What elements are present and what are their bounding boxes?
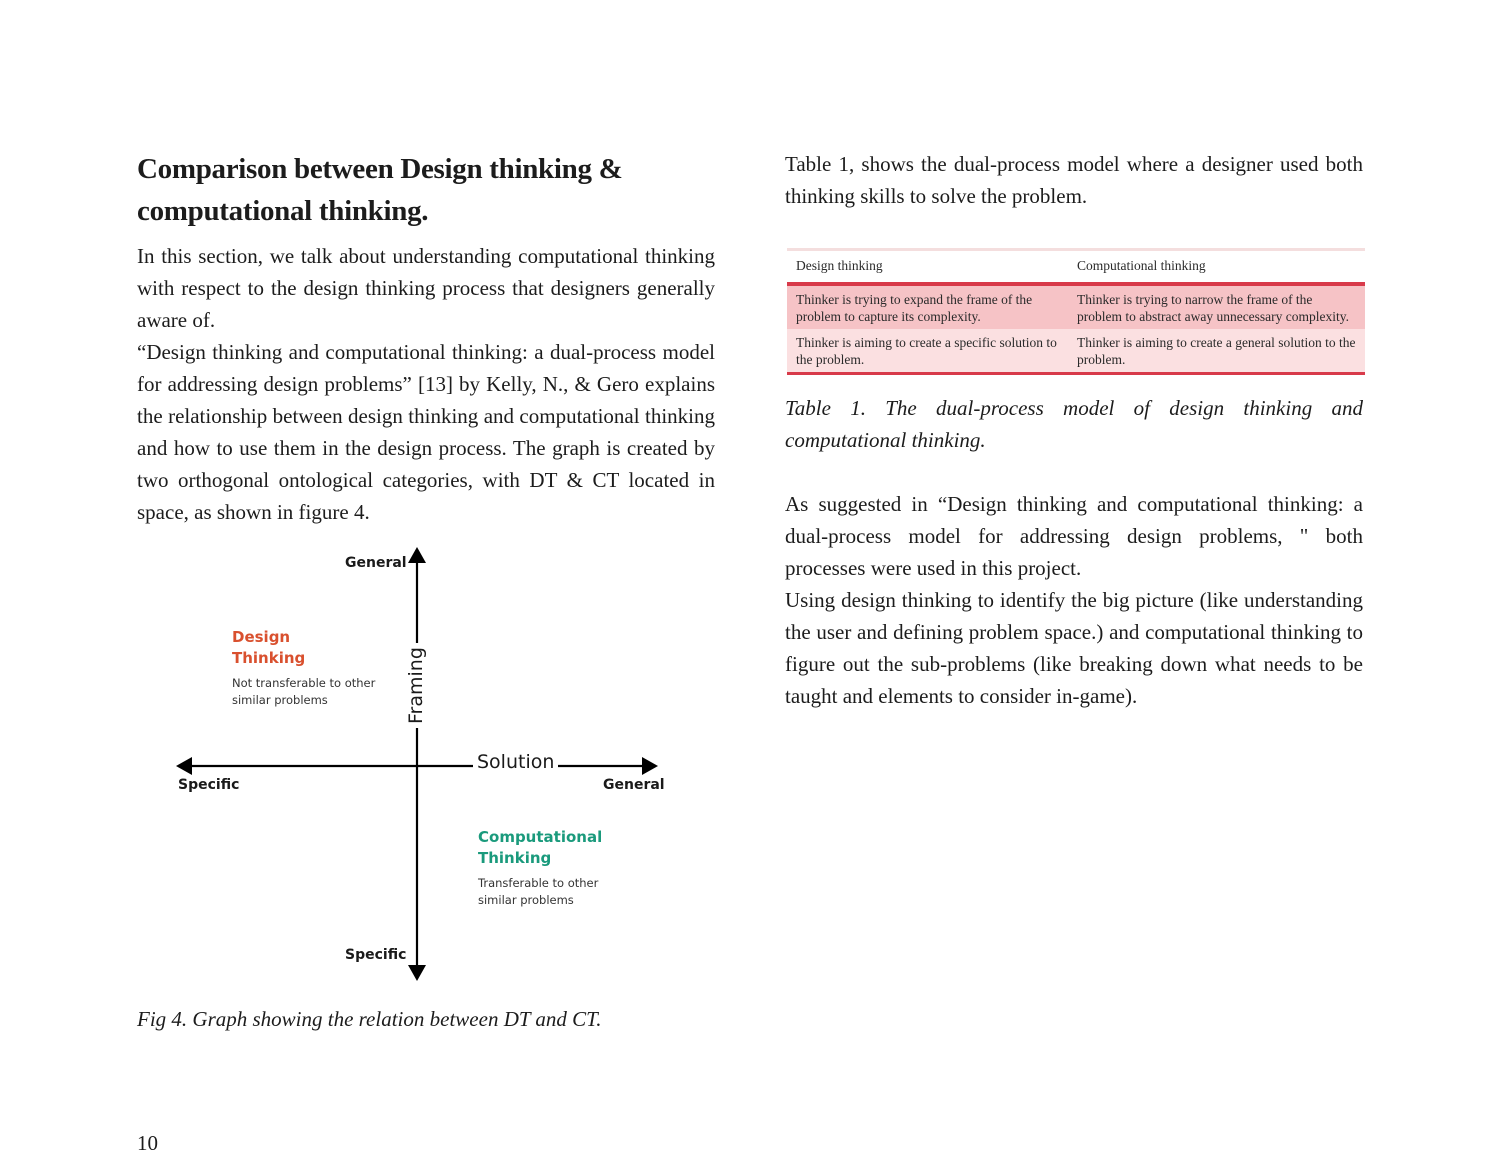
y-top-label: General — [345, 555, 407, 571]
computational-thinking-title: Computational Thinking — [478, 828, 603, 867]
table-caption: Table 1. The dual-process model of design thinking and computational thinking. — [785, 396, 1363, 452]
table-row — [787, 329, 1365, 374]
vertical-arrow-bottom — [408, 965, 426, 981]
dual-process-table — [787, 248, 1365, 375]
horizontal-arrow-right — [642, 757, 658, 775]
table-cell: Thinker is trying to expand the frame of the problem to capture its complexity. — [787, 284, 1068, 329]
solution-axis-title: Solution — [473, 751, 558, 773]
intro-paragraph: In this section, we talk about understanding computational thinking with respect to the design thinking process that designers generally aware of. — [137, 244, 715, 332]
figure-caption: Fig 4. Graph showing the relation between DT and CT. — [137, 1007, 602, 1031]
computational-thinking-note: Transferable to other similar problems — [478, 876, 599, 907]
table-header-row — [787, 250, 1365, 285]
table-cell: Thinker is aiming to create a general solution to the problem. — [1068, 329, 1365, 374]
section-heading: Comparison between Design thinking & computational thinking. — [137, 153, 623, 227]
design-thinking-note: Not transferable to other similar problems — [232, 676, 376, 707]
graph-axes — [170, 545, 670, 985]
dt-ct-graph — [170, 545, 670, 985]
page-number: 10 — [137, 1131, 158, 1155]
table-header-ct: Computational thinking — [1068, 250, 1365, 285]
vertical-arrow-top — [408, 547, 426, 563]
y-bottom-label: Specific — [345, 947, 407, 963]
usage-paragraph: Using design thinking to identify the big picture (like understanding the user and defining problem space.) and computational thinking to figure out the sub-problems (like breaking down what needs to be taught and elements to consider in-game). — [785, 588, 1363, 708]
table-intro-paragraph: Table 1, shows the dual-process model where a designer used both thinking skills to solve the problem. — [785, 152, 1363, 208]
x-right-label: General — [603, 777, 665, 793]
conclusion-text — [785, 488, 1363, 712]
reference-paragraph: “Design thinking and computational thinking: a dual-process model for addressing design problems” [13] by Kelly, N., & Gero explains the relationship between design thinking and computational thinking and how to use them in the design process. The graph is created by two orthogonal ontological categories, with DT & CT located in space, as shown in figure 4. — [137, 340, 715, 524]
suggestion-paragraph: As suggested in “Design thinking and computational thinking: a dual-process model for addressing design problems, " both processes were used in this project. — [785, 492, 1363, 580]
table-row — [787, 284, 1365, 329]
table-header-dt: Design thinking — [787, 250, 1068, 285]
right-column — [785, 148, 1363, 212]
table-cell: Thinker is aiming to create a specific solution to the problem. — [787, 329, 1068, 374]
x-left-label: Specific — [178, 777, 240, 793]
horizontal-arrow-left — [176, 757, 192, 775]
left-column — [137, 148, 715, 528]
table-cell: Thinker is trying to narrow the frame of the problem to abstract away unnecessary complexity. — [1068, 284, 1365, 329]
design-thinking-title: Design Thinking — [232, 628, 306, 667]
framing-axis-title: Framing — [405, 643, 427, 728]
